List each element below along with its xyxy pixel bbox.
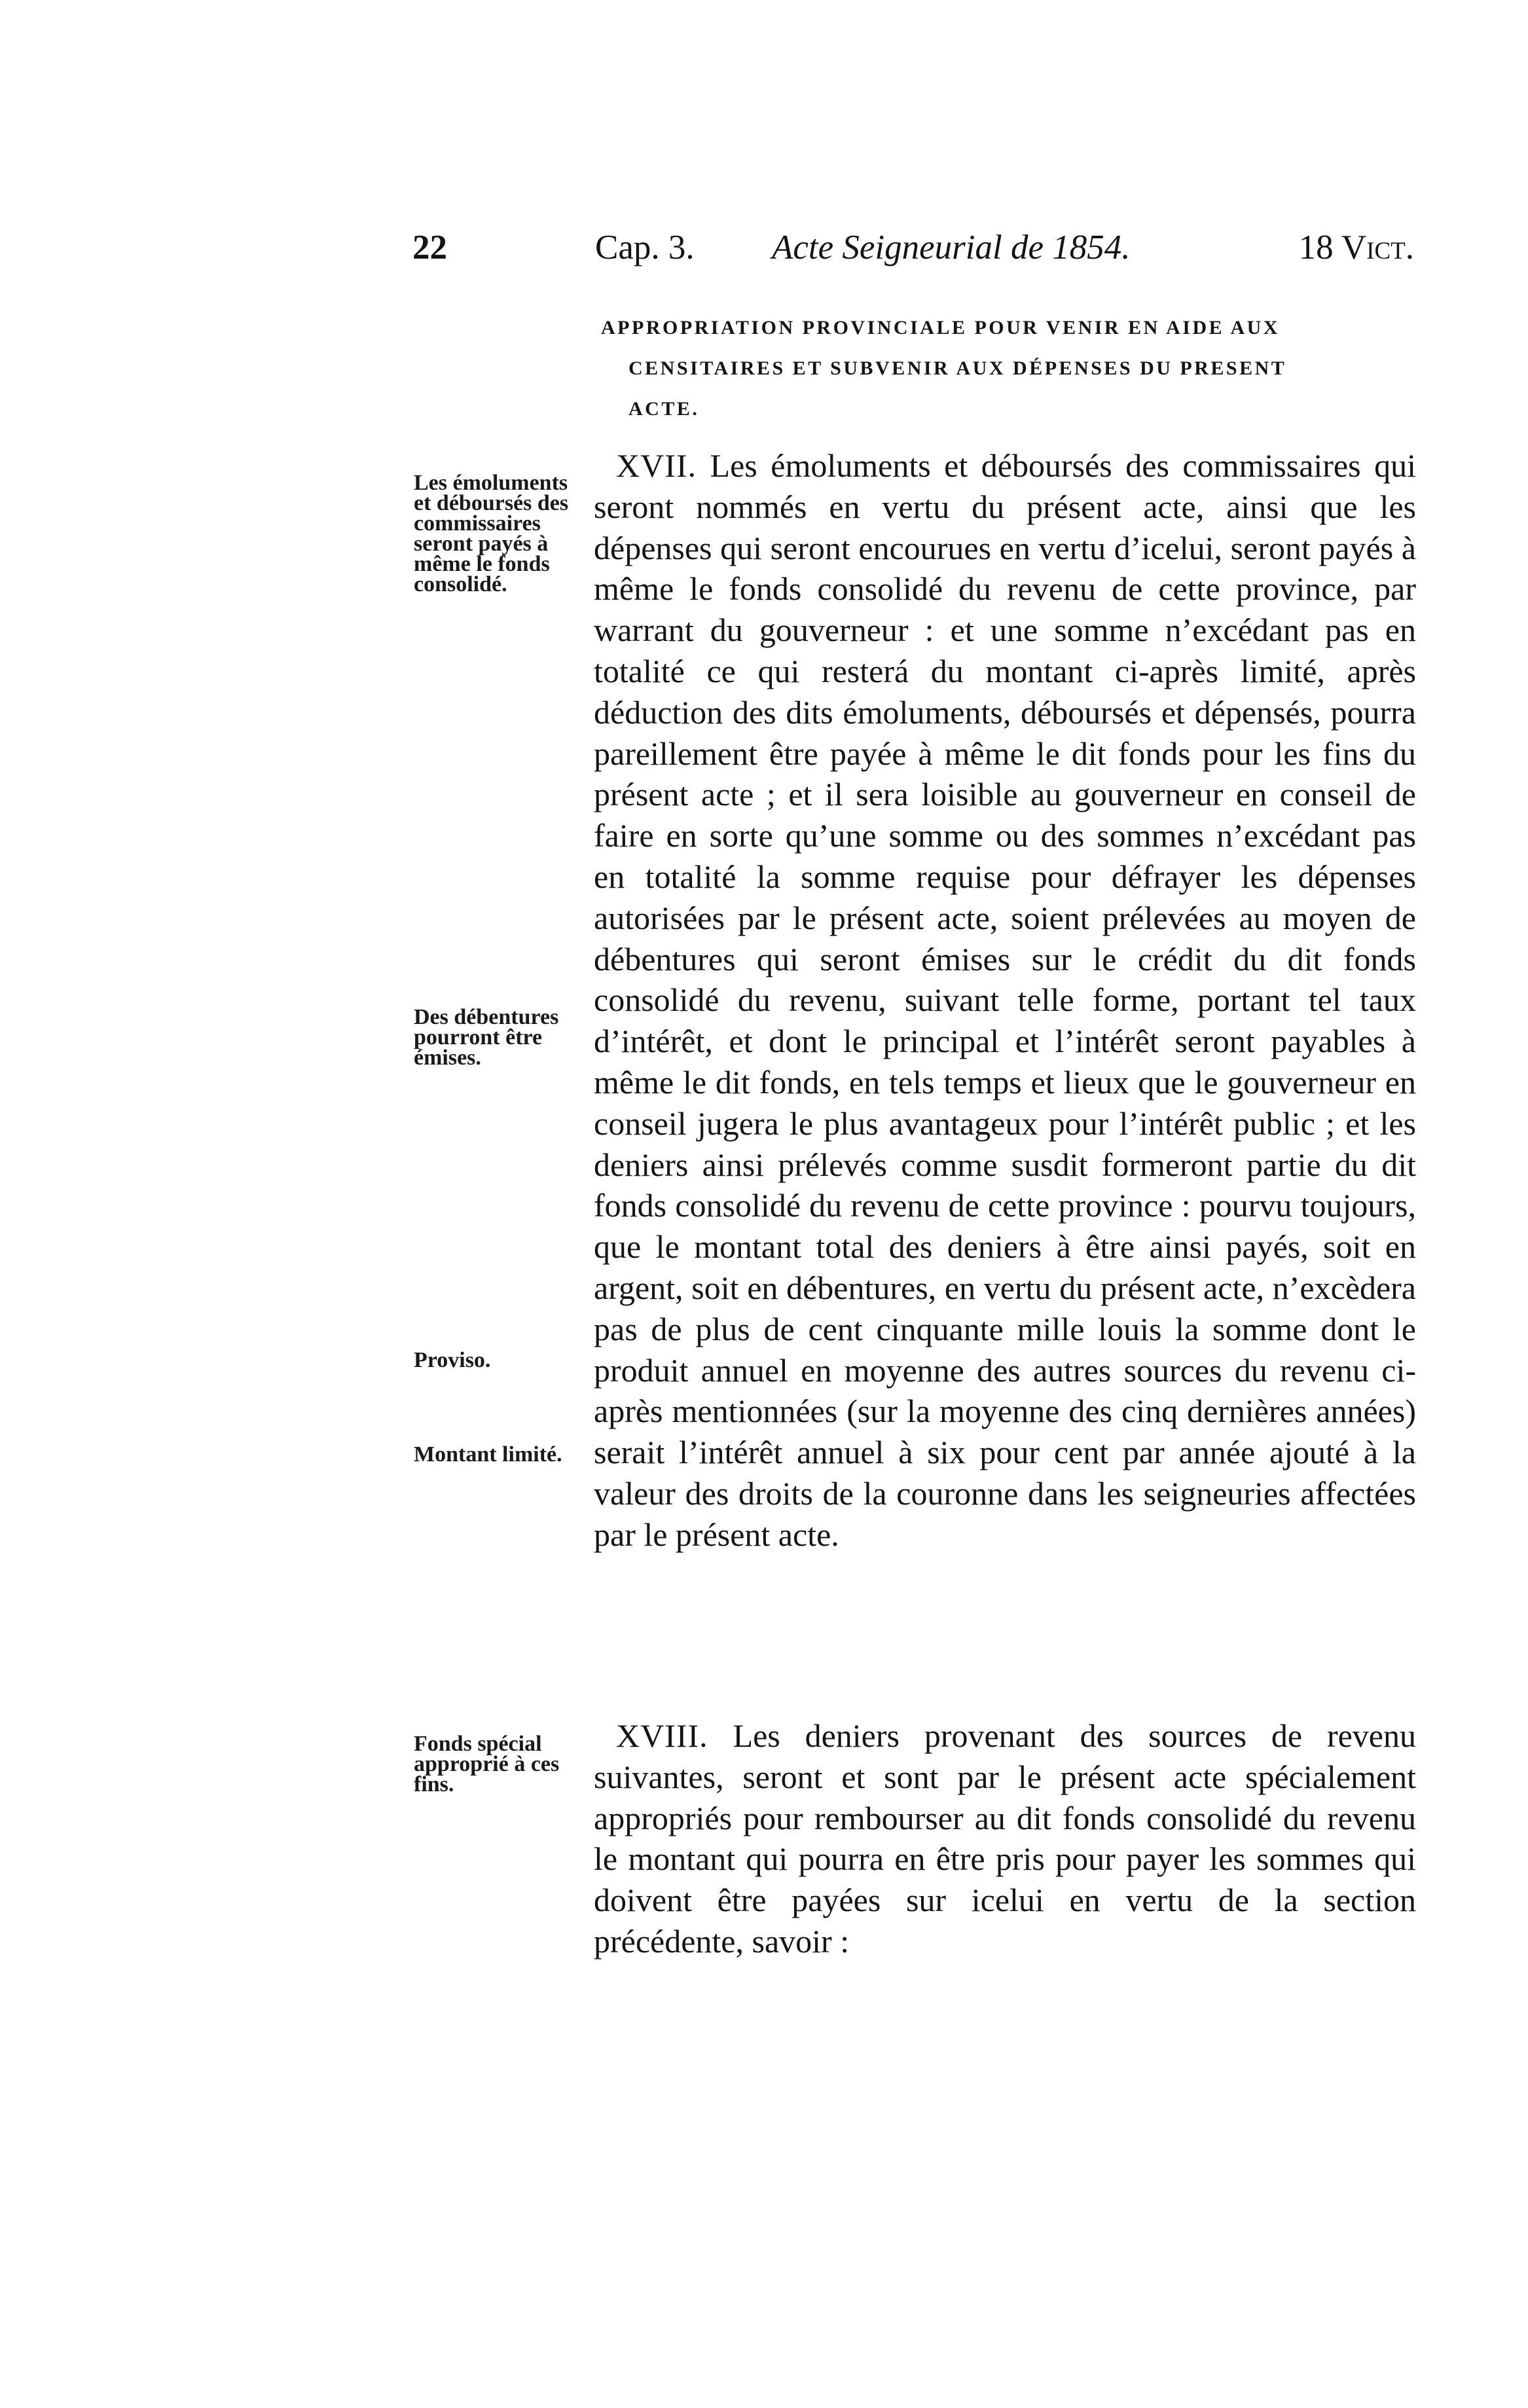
margin-note-emoluments: Les émoluments et déboursés des commissaires seront payés à même le fonds consolidé.: [414, 471, 569, 596]
chapter-label: Cap. 3.: [595, 228, 695, 266]
reign-label: 18 Vict.: [1298, 228, 1414, 266]
section-text-xvii: Les émoluments et déboursés des commissaires qui seront nommés en vertu du présent acte, ainsi que les dépenses qui seront encourues en vertu d’icelui, seront payés à même le fonds consolidé du revenu de cette province, par warrant du gouverneur : et une somme n’excédant pas en totalité ce qui resterá du montant ci-après limité, après déduction des dits émoluments, déboursés et dépensés, pourra pareillement être payée à même le dit fonds pour les fins du présent acte ; et il sera loisible au gouverneur en conseil de faire en sorte qu’une somme ou des sommes n’excédant pas en totalité la somme requise pour défrayer les dépenses autorisées par le présent acte, soient prélevées au moyen de débentures qui seront émises sur le crédit du dit fonds consolidé du revenu, suivant telle forme, portant tel taux d’intérêt, et dont le principal et l’intérêt seront payables à même le dit fonds, en tels temps et lieux que le gouverneur en conseil jugera le plus avantageux pour l’intérêt public ; et les deniers ainsi prélevés comme susdit formeront partie du dit fonds consolidé du revenu de cette province : pourvu toujours, que le montant total des deniers à être ainsi payés, soit en argent, soit en débentures, en vertu du présent acte, n’excèdera pas de plus de cent cinquante mille louis la somme dont le produit annuel en moyenne des autres sources du revenu ci-après mentionnées (sur la moyenne des cinq dernières années) serait l’intérêt annuel à six pour cent par année ajouté à la valeur des droits de la couronne dans les seigneuries affectées par le présent acte.: [594, 447, 1416, 1553]
page-number: 22: [412, 228, 447, 266]
act-title: Acte Seigneurial de 1854.: [772, 228, 1131, 266]
margin-note-montant: Montant limité.: [414, 1442, 562, 1467]
margin-note-fonds: Fonds spécial approprié à ces fins.: [414, 1732, 560, 1797]
margin-note-debentures: Des débentures pourront être émises.: [414, 1005, 559, 1070]
running-header: [412, 228, 1414, 274]
heading-line-3: ACTE.: [628, 398, 700, 420]
section-text-xviii: Les deniers provenant des sources de revenu suivantes, seront et sont par le présent acte spécialement appropriés pour rembourser au dit fonds consolidé du revenu le montant qui pourra en être pris pour payer les sommes qui doivent être payées sur icelui en vertu de la section précédente, savoir :: [594, 1717, 1416, 1960]
section-number-xvii: XVII.: [616, 447, 697, 484]
section-heading: [601, 308, 1416, 429]
section-number-xviii: XVIII.: [616, 1717, 708, 1754]
margin-note-proviso: Proviso.: [414, 1348, 491, 1372]
section-xvii: [594, 445, 1416, 1556]
heading-line-2: CENSITAIRES ET SUBVENIR AUX DÉPENSES DU PRESENT: [628, 357, 1287, 379]
section-xviii: [594, 1715, 1416, 1962]
heading-line-1: APPROPRIATION PROVINCIALE POUR VENIR EN AIDE AUX: [601, 317, 1280, 338]
